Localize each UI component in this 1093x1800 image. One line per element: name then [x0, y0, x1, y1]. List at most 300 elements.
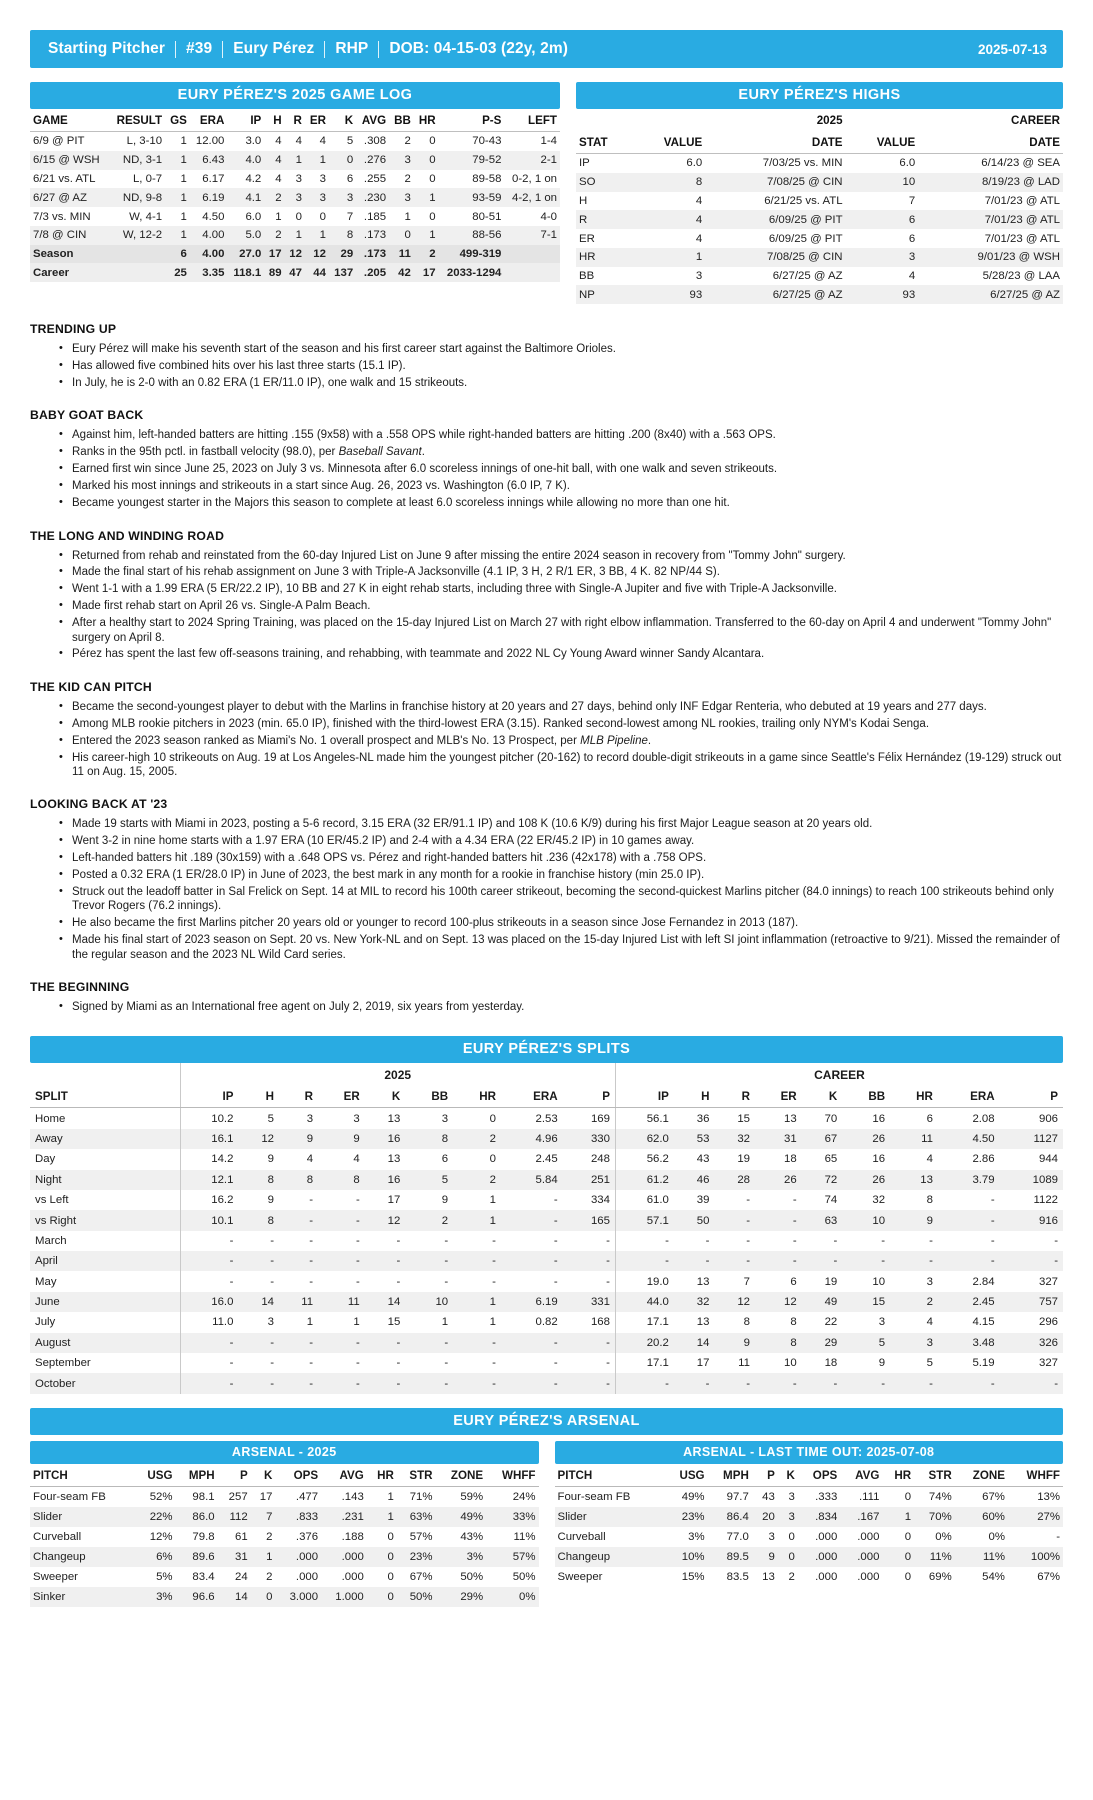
table-cell [109, 263, 165, 282]
table-cell: 63% [409, 1510, 433, 1523]
table-cell: 1089 [1032, 1173, 1058, 1186]
table-cell: - [396, 1357, 401, 1370]
table-cell: 6.0 [686, 157, 703, 170]
table-cell: - [270, 1255, 274, 1268]
table-cell: 29 [340, 248, 354, 261]
list-item: • Struck out the leadoff batter in Sal Frelick on Sept. 14 at MIL to record his 100th career strikeout, becoming the second-quickest Marlins pitcher (84.0 innings) to reach 100 strikeouts behind only Trevor Rogers (76.2 innings). [72, 885, 1063, 914]
table-cell: 3 [441, 1112, 449, 1125]
table-cell: .000 [857, 1550, 880, 1563]
column-header: GAME [30, 109, 109, 132]
table-cell: .000 [341, 1550, 364, 1563]
table-cell: 0 [904, 1550, 912, 1563]
column-header: SPLIT [30, 1086, 180, 1108]
table-cell: - [705, 1377, 710, 1390]
table-row-total [30, 245, 560, 264]
table-cell: 93 [689, 288, 703, 301]
table-cell: 6 [180, 248, 187, 261]
game-log-title: EURY PÉREZ'S 2025 GAME LOG [30, 82, 560, 109]
table-cell: Career [33, 266, 70, 279]
table-cell: - [309, 1255, 314, 1268]
table-row [555, 1507, 1064, 1527]
table-cell: 17 [268, 248, 282, 261]
column-header: H [674, 1086, 715, 1108]
table-cell: 5.19 [972, 1357, 995, 1370]
table-cell: .188 [341, 1530, 364, 1543]
table-cell: 93 [902, 288, 916, 301]
table-cell: 9/01/23 @ WSH [977, 251, 1060, 264]
table-cell: - [492, 1255, 496, 1268]
list-item: • Posted a 0.32 ERA (1 ER/28.0 IP) in June of 2023, the best mark in any month for a rookie in franchise history (min 25.0 IP). [72, 868, 1063, 882]
table-cell: 10% [681, 1550, 705, 1563]
table-cell: 25 [174, 266, 187, 279]
table-cell: 0 [266, 1590, 273, 1603]
table-cell: 74% [928, 1490, 952, 1503]
table-cell: 9 [926, 1214, 933, 1227]
table-cell: 2.84 [972, 1275, 995, 1288]
table-cell: 12.1 [180, 1170, 238, 1190]
table-cell: .477 [295, 1490, 319, 1503]
table-cell: 6/27 @ AZ [33, 191, 87, 204]
table-cell: 9 [768, 1550, 775, 1563]
column-header: PITCH [555, 1464, 665, 1487]
table-cell: .308 [363, 135, 387, 148]
table-cell: 944 [1038, 1153, 1058, 1166]
table-cell: 71% [409, 1490, 433, 1503]
player-name: Eury Pérez [233, 40, 315, 57]
table-cell: 2 [404, 135, 411, 148]
table-cell: Four-seam FB [557, 1490, 631, 1503]
table-cell: 9 [353, 1133, 360, 1145]
table-cell: 3.0 [245, 135, 262, 148]
table-cell: 5% [156, 1570, 173, 1583]
table-cell: - [355, 1255, 360, 1268]
table-cell: 89.6 [192, 1550, 215, 1563]
table-cell: 1 [441, 1316, 449, 1329]
column-header: P [1000, 1086, 1063, 1108]
column-header: HR [453, 1086, 501, 1108]
table-cell: 49 [824, 1296, 838, 1308]
table-cell: Sweeper [557, 1570, 603, 1583]
table-cell: 327 [1038, 1357, 1058, 1370]
table-cell: .185 [363, 210, 387, 223]
table-cell: - [396, 1255, 401, 1268]
table-cell: 1127 [1033, 1133, 1058, 1145]
table-cell: 14.2 [180, 1149, 238, 1169]
table-cell: 89 [268, 266, 282, 279]
list-item: • Returned from rehab and reinstated from the 60-day Injured List on June 9 after missing the entire 2024 season in recovery from "Tommy John" surgery. [72, 549, 1063, 563]
table-cell: Away [35, 1133, 63, 1145]
list-item: • Signed by Miami as an International free agent on July 2, 2019, six years from yesterday. [72, 1000, 1063, 1014]
table-cell: 74 [824, 1194, 838, 1207]
arsenal-last-out-column [555, 1441, 1064, 1607]
splits-header-row [30, 1086, 1063, 1108]
table-cell: 19 [824, 1275, 838, 1288]
table-cell: - [180, 1333, 238, 1353]
game-log-body [30, 132, 560, 283]
table-cell: 13 [920, 1173, 933, 1186]
table-cell: 3.48 [972, 1336, 995, 1349]
list-item: • Entered the 2023 season ranked as Miami's No. 1 overall prospect and MLB's No. 13 Prospect, per MLB Pipeline. [72, 734, 1063, 748]
table-cell: 1 [387, 1510, 394, 1523]
highs-title: EURY PÉREZ'S HIGHS [576, 82, 1063, 109]
table-cell: - [792, 1255, 797, 1268]
table-row [576, 192, 1063, 211]
table-cell: 83.4 [192, 1570, 215, 1583]
table-cell: - [990, 1234, 995, 1247]
table-cell: - [444, 1255, 449, 1268]
table-cell: Home [35, 1112, 66, 1125]
column-header: ER [318, 1086, 365, 1108]
column-header: MPH [708, 1464, 752, 1487]
table-cell: 12 [387, 1214, 401, 1227]
table-cell: 6 [908, 232, 916, 245]
list-item: • Went 1-1 with a 1.99 ERA (5 ER/22.2 IP), 10 BB and 27 K in eight rehab starts, including three with Single-A Jupiter and five with Triple-A Jacksonville. [72, 582, 1063, 596]
table-cell: 17 [387, 1194, 401, 1207]
table-cell: 11 [921, 1133, 933, 1145]
table-row [576, 154, 1063, 173]
table-cell: .255 [363, 172, 387, 185]
table-cell: 79.8 [192, 1530, 215, 1543]
table-cell: 14 [696, 1336, 710, 1349]
splits-group-2025: 2025 [180, 1063, 615, 1086]
section-bullet-list [30, 1000, 1063, 1014]
table-cell: 13 [387, 1153, 401, 1166]
table-cell: 61.2 [615, 1170, 673, 1190]
table-row [30, 1587, 539, 1607]
splits-title: EURY PÉREZ'S SPLITS [30, 1036, 1063, 1063]
table-cell: - [270, 1336, 274, 1349]
table-cell: 11% [513, 1530, 536, 1543]
table-row [30, 188, 560, 207]
table-cell: 5 [441, 1173, 449, 1186]
highs-group-blank [576, 109, 633, 131]
table-cell: 118.1 [233, 266, 262, 279]
list-item: • Pérez has spent the last few off-seasons training, and rehabbing, with teammate and 2022 NL Cy Young Award winner Sandy Alcantara. [72, 647, 1063, 661]
table-cell: 70-43 [472, 135, 502, 148]
table-cell: 32 [872, 1194, 886, 1207]
table-cell: - [881, 1377, 886, 1390]
table-cell: 7/3 vs. MIN [33, 210, 91, 223]
table-row [576, 248, 1063, 267]
table-cell: - [492, 1336, 496, 1349]
highs-table [576, 109, 1063, 304]
table-cell: - [444, 1377, 449, 1390]
table-cell: 1 [695, 251, 703, 264]
table-cell: 0 [788, 1530, 795, 1543]
column-header: HR [882, 1464, 914, 1487]
table-cell: 0 [489, 1153, 496, 1166]
table-cell: 6.43 [202, 154, 225, 167]
column-header: GS [165, 109, 190, 132]
table-row [576, 173, 1063, 192]
table-cell: 4 [926, 1316, 933, 1329]
table-cell: 1 [353, 1316, 360, 1329]
table-cell: 4.00 [202, 248, 225, 261]
table-cell: 8 [695, 176, 703, 189]
table-cell: 20.2 [615, 1333, 673, 1353]
top-tables-row [30, 82, 1063, 304]
table-cell: L, 3-10 [126, 135, 163, 148]
table-cell: 15 [737, 1112, 750, 1125]
column-header: HR [367, 1464, 397, 1487]
table-cell: 49% [681, 1490, 705, 1503]
table-cell: 1 [180, 135, 187, 148]
table-cell: - [396, 1336, 401, 1349]
table-cell: 86.0 [192, 1510, 215, 1523]
list-item: • In July, he is 2-0 with an 0.82 ERA (1 ER/11.0 IP), one walk and 15 strikeouts. [72, 376, 1063, 390]
table-cell: 98.1 [192, 1490, 215, 1503]
table-cell: 1 [306, 1316, 314, 1329]
column-header: IP [615, 1086, 673, 1108]
table-cell: 9 [878, 1357, 886, 1370]
arsenal-columns [30, 1441, 1063, 1607]
table-cell: 169 [590, 1112, 610, 1125]
table-cell: 4 [306, 1153, 314, 1166]
column-header: RESULT [109, 109, 165, 132]
table-cell: 6 [346, 172, 354, 185]
table-cell: 7/01/23 @ ATL [984, 213, 1060, 226]
table-cell: 7 [908, 194, 916, 207]
table-cell: 4-2, 1 on [512, 191, 557, 204]
column-header: IP [227, 109, 264, 132]
arsenal-last-out-subtitle: ARSENAL - LAST TIME OUT: 2025-07-08 [555, 1441, 1064, 1464]
table-cell: - [553, 1234, 558, 1247]
column-header: OPS [798, 1464, 840, 1487]
table-cell: - [355, 1336, 360, 1349]
column-header: K [802, 1086, 843, 1108]
table-cell: - [553, 1214, 558, 1227]
table-cell: .173 [363, 248, 387, 261]
section-heading: LOOKING BACK AT '23 [30, 797, 168, 812]
table-cell: 3.000 [289, 1590, 319, 1603]
table-row [576, 210, 1063, 229]
table-cell: .000 [857, 1530, 880, 1543]
table-cell: 6/21 vs. ATL [33, 172, 96, 185]
table-cell: 7/03/25 vs. MIN [762, 157, 843, 170]
table-cell: 57.1 [615, 1210, 673, 1230]
table-cell: 14 [261, 1296, 274, 1308]
table-cell: 3 [404, 191, 411, 204]
table-cell: - [833, 1377, 838, 1390]
table-cell [504, 245, 560, 264]
table-cell: 4.00 [202, 229, 225, 242]
highs-panel [576, 82, 1063, 304]
arsenal-last-out-header-row [555, 1464, 1064, 1487]
highs-group-career: CAREER [1011, 114, 1060, 127]
table-row [30, 207, 560, 226]
table-row [576, 267, 1063, 286]
arsenal-last-out-table [555, 1464, 1064, 1587]
table-cell: 8 [346, 229, 354, 242]
table-cell: 7/08/25 @ CIN [767, 251, 843, 264]
table-row [30, 1312, 1063, 1332]
column-header: AVG [356, 109, 389, 132]
table-cell: - [606, 1357, 610, 1370]
table-cell: 13 [696, 1316, 710, 1329]
table-cell: 0 [904, 1570, 912, 1583]
table-cell: 63 [824, 1214, 838, 1227]
table-cell: 4.15 [972, 1316, 995, 1329]
table-cell: 61 [235, 1530, 248, 1543]
table-cell: 334 [590, 1194, 610, 1207]
highs-group-2025: 2025 [816, 114, 843, 127]
table-cell: 4 [353, 1153, 360, 1166]
list-item: • Eury Pérez will make his seventh start of the season and his first career start against the Baltimore Orioles. [72, 342, 1063, 356]
table-cell: 8 [790, 1316, 797, 1329]
table-cell: 2.08 [972, 1112, 995, 1125]
column-header: R [279, 1086, 318, 1108]
table-cell: 4.1 [245, 191, 262, 204]
table-cell: 3 [353, 1112, 360, 1125]
table-cell: 296 [1038, 1316, 1058, 1329]
table-cell: .173 [363, 229, 387, 242]
table-cell: 56.2 [615, 1149, 673, 1169]
report-date: 2025-07-13 [977, 41, 1047, 57]
table-cell: - [615, 1231, 673, 1251]
table-cell: 2-1 [540, 154, 557, 167]
table-cell: 49% [460, 1510, 484, 1523]
column-header: P [218, 1464, 251, 1487]
table-cell: 56.1 [615, 1108, 673, 1129]
table-cell: 23% [409, 1550, 433, 1563]
table-cell: 6/09/25 @ PIT [768, 232, 843, 245]
table-cell: 14 [235, 1590, 248, 1603]
column-header: HR [890, 1086, 938, 1108]
player-banner [30, 30, 1063, 68]
table-cell: - [1056, 1530, 1060, 1543]
table-cell: 8 [306, 1173, 314, 1186]
table-cell: 0 [346, 154, 354, 167]
table-cell: - [396, 1234, 401, 1247]
section-bullet-list [30, 342, 1063, 390]
table-cell: 3% [156, 1590, 173, 1603]
table-cell: June [35, 1296, 60, 1308]
table-cell: 7/08/25 @ CIN [767, 176, 843, 189]
table-cell: 1 [180, 210, 187, 223]
table-cell: - [180, 1271, 238, 1291]
table-cell: 17.1 [615, 1312, 673, 1332]
table-cell: 6/9 @ PIT [33, 135, 85, 148]
table-cell: 8 [926, 1194, 933, 1207]
table-cell: - [1054, 1255, 1058, 1268]
table-cell: 0 [387, 1530, 394, 1543]
table-cell: - [990, 1255, 995, 1268]
column-header: STR [914, 1464, 955, 1487]
table-cell: 16 [872, 1112, 886, 1125]
table-cell: 4 [695, 213, 703, 226]
table-cell: Day [35, 1153, 56, 1166]
table-cell: 65 [824, 1153, 838, 1166]
table-cell: - [492, 1357, 496, 1370]
column-header: PITCH [30, 1464, 134, 1487]
table-cell: 0 [387, 1550, 394, 1563]
table-cell: 2.86 [972, 1153, 995, 1166]
table-cell: - [492, 1234, 496, 1247]
table-cell: 8 [353, 1173, 360, 1186]
table-row [30, 1333, 1063, 1353]
table-row [576, 285, 1063, 304]
table-cell: 7 [743, 1275, 750, 1288]
table-row [30, 1547, 539, 1567]
table-cell: 6.19 [202, 191, 225, 204]
table-cell: 2 [266, 1570, 273, 1583]
list-item: • Earned first win since June 25, 2023 on July 3 vs. Minnesota after 6.0 scoreless innings of one-hit ball, with one walk and seven strikeouts. [72, 462, 1063, 476]
list-item: • Among MLB rookie pitchers in 2023 (min. 65.0 IP), finished with the third-lowest ERA (3.15). Ranked second-lowest among NL rookies, trailing only NYM's Kodai Senga. [72, 717, 1063, 731]
table-cell: - [309, 1357, 314, 1370]
table-cell: 0% [519, 1590, 536, 1603]
table-cell: 3 [295, 172, 302, 185]
table-cell: 17 [259, 1490, 273, 1503]
table-cell: 9 [267, 1153, 274, 1166]
arsenal-2025-table [30, 1464, 539, 1607]
table-cell: 31 [784, 1133, 797, 1145]
table-cell: 67 [824, 1133, 838, 1145]
table-cell: .000 [815, 1550, 838, 1563]
table-cell: - [929, 1234, 933, 1247]
table-cell: 2 [489, 1173, 496, 1186]
table-cell: 32 [737, 1133, 750, 1145]
table-cell: 12% [149, 1530, 173, 1543]
table-cell: 326 [1038, 1336, 1058, 1349]
table-cell: 62.0 [615, 1129, 673, 1149]
list-item: • Went 3-2 in nine home starts with a 1.97 ERA (10 ER/45.2 IP) and 2-4 with a 4.34 ERA (22 ER/45.2 IP) in 10 games away. [72, 834, 1063, 848]
table-cell: 11 [398, 248, 411, 261]
table-row [30, 1231, 1063, 1251]
splits-body [30, 1108, 1063, 1394]
table-cell: May [35, 1275, 57, 1288]
list-item: • Made his final start of 2023 season on Sept. 20 vs. New York-NL and on Sept. 13 was placed on the 15-day Injured List with left SI joint inflammation (retroactive to 9/21). Missed the remainder of the regular season and the 2023 NL Wild Card series. [72, 933, 1063, 962]
table-cell: - [309, 1336, 314, 1349]
table-cell: 112 [229, 1510, 248, 1523]
column-header: DATE [918, 131, 1063, 154]
list-item: • Has allowed five combined hits over his last three starts (15.1 IP). [72, 359, 1063, 373]
table-cell: - [615, 1373, 673, 1393]
table-cell: 3 [788, 1490, 795, 1503]
table-cell: 59% [460, 1490, 484, 1503]
table-cell: 5 [878, 1336, 886, 1349]
table-cell: 4 [275, 135, 282, 148]
table-cell: - [1054, 1377, 1058, 1390]
table-cell: 5 [267, 1112, 274, 1125]
table-row [555, 1527, 1064, 1547]
table-row [576, 229, 1063, 248]
game-log-table [30, 109, 560, 282]
table-cell: 16.0 [180, 1292, 238, 1312]
table-cell: 16 [387, 1133, 401, 1145]
table-cell: 57% [512, 1550, 536, 1563]
table-cell: 4 [275, 172, 282, 185]
column-header: OPS [275, 1464, 321, 1487]
table-cell: March [35, 1234, 67, 1247]
table-cell: 6/15 @ WSH [33, 154, 100, 167]
arsenal-last-out-body [555, 1486, 1064, 1587]
table-cell: 1 [489, 1316, 496, 1329]
table-cell: - [615, 1251, 673, 1271]
table-cell: .834 [815, 1510, 838, 1523]
table-cell: 44 [313, 266, 326, 279]
table-cell: 26 [784, 1173, 797, 1186]
table-cell: 6/09/25 @ PIT [768, 213, 843, 226]
table-cell: - [833, 1255, 838, 1268]
section-bullet-list [30, 428, 1063, 510]
table-cell: 9 [743, 1336, 750, 1349]
table-cell: 79-52 [472, 154, 502, 167]
table-cell: August [35, 1336, 71, 1349]
table-row [30, 1170, 1063, 1190]
table-cell: vs Left [35, 1194, 69, 1207]
column-header: WHFF [486, 1464, 538, 1487]
table-cell: W, 12-2 [122, 229, 163, 242]
